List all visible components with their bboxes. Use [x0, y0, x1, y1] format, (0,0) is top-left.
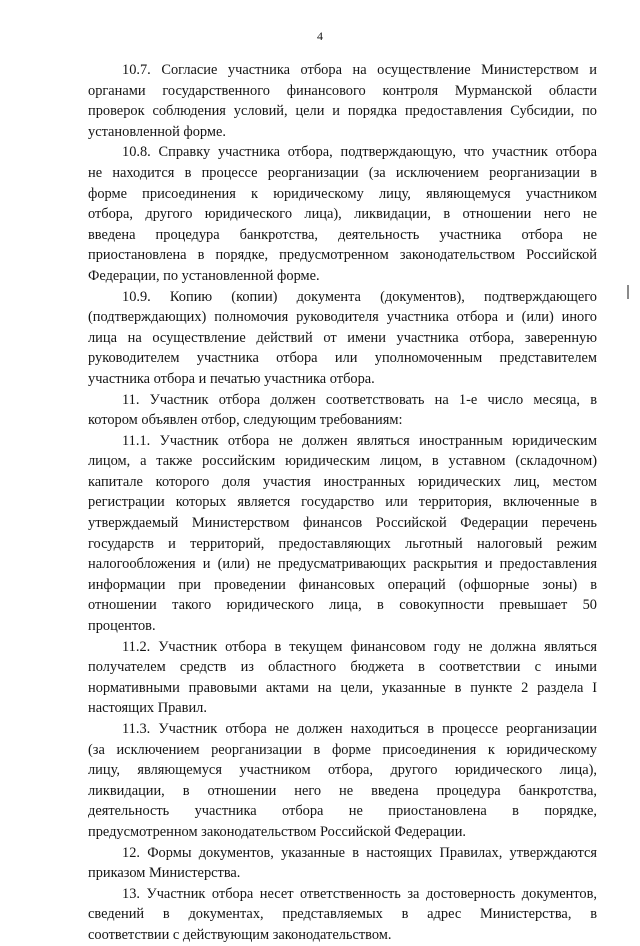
- text-line: настоящих Правил.: [88, 700, 207, 717]
- text-line: участника отбора и печатью участника отбора.: [88, 370, 375, 387]
- text-line: 10.7. Согласие участника отбора на осуществление Министерством и: [122, 62, 597, 78]
- text-line: утверждаемый Министерством финансов Российской Федерации перечень: [88, 515, 597, 532]
- paragraph: [88, 287, 597, 390]
- text-line: руководителем участника отбора или уполномоченным представителем: [88, 350, 597, 367]
- text-line: 11.2. Участник отбора в текущем финансовом году не должна являться: [122, 638, 597, 655]
- text-line: установленной форме.: [88, 123, 226, 140]
- text-line: форме присоединения к юридическому лицу, являющемуся участником: [88, 185, 597, 202]
- paragraph: [88, 142, 597, 286]
- text-line: предусмотренном законодательством Российской Федерации.: [88, 823, 467, 840]
- text-line: 11. Участник отбора должен соответствовать на 1-е число месяца, в: [122, 391, 597, 408]
- text-line: налогообложения и (или) не предусматривающих раскрытия и предоставления: [88, 556, 597, 573]
- text-line: процентов.: [88, 618, 156, 635]
- text-line: лица на осуществление действий от имени участника отбора, заверенную: [88, 329, 597, 346]
- text-line: приостановлена в порядке, предусмотренном законодательством Российской: [88, 247, 597, 264]
- paragraph: [88, 431, 597, 637]
- text-line: котором объявлен отбор, следующим требованиям:: [88, 412, 403, 429]
- scan-mark: [627, 285, 629, 299]
- text-line: лицом, а также российским юридическим лицом, в уставном (складочном): [88, 453, 597, 470]
- text-line: 11.3. Участник отбора не должен находиться в процессе реорганизации: [122, 721, 597, 737]
- text-line: лицу, являющемуся участником отбора, другого юридического лица),: [88, 762, 597, 779]
- text-line: Федерации, по установленной форме.: [88, 267, 320, 284]
- text-line: регистрации которых является государство или территория, включенные в: [88, 494, 597, 511]
- text-line: введена процедура банкротства, деятельность участника отбора не: [88, 226, 597, 243]
- text-line: соответствии с действующим законодательством.: [88, 926, 392, 943]
- paragraph: [88, 390, 597, 431]
- page-number: 4: [317, 29, 323, 43]
- text-line: проверок соблюдения условий, цели и порядка предоставления Субсидии, по: [88, 103, 597, 120]
- paragraph: [88, 884, 597, 946]
- paragraph: [88, 719, 597, 843]
- text-line: (подтверждающих) полномочия руководителя участника отбора и (или) иного: [88, 309, 597, 326]
- text-line: 10.8. Справку участника отбора, подтверждающую, что участник отбора: [122, 144, 597, 161]
- text-line: отношении такого юридического лица, в совокупности превышает 50: [88, 597, 597, 614]
- text-line: капитале которого доля участия иностранных юридических лиц, местом: [88, 473, 597, 490]
- paragraph: [88, 843, 597, 884]
- text-line: (за исключением реорганизации в форме присоединения к юридическому: [88, 741, 597, 758]
- text-line: сведений в документах, представляемых в адрес Министерства, в: [88, 906, 597, 923]
- text-line: 13. Участник отбора несет ответственность за достоверность документов,: [122, 885, 597, 902]
- text-line: отбора, другого юридического лица), ликвидации, в отношении него не: [88, 206, 597, 223]
- text-line: деятельность участника отбора не приостановлена в порядке,: [88, 803, 597, 820]
- paragraph: [88, 637, 597, 719]
- document-body: [88, 60, 597, 946]
- text-line: приказом Министерства.: [88, 865, 241, 882]
- text-line: информации при проведении финансовых операций (офшорные зоны) в: [88, 576, 597, 593]
- text-line: ликвидации, в отношении него не введена процедура банкротства,: [88, 782, 597, 799]
- text-line: 11.1. Участник отбора не должен являться иностранным юридическим: [122, 432, 597, 449]
- text-line: нормативными правовыми актами на цели, указанные в пункте 2 раздела I: [88, 679, 597, 696]
- text-line: 10.9. Копию (копии) документа (документов), подтверждающего: [122, 288, 597, 305]
- text-line: получателем средств из областного бюджета в соответствии с иными: [88, 659, 597, 676]
- text-line: 12. Формы документов, указанные в настоящих Правилах, утверждаются: [122, 844, 597, 861]
- paragraph: [88, 60, 597, 142]
- text-line: государств и территорий, предоставляющих льготный налоговый режим: [88, 535, 597, 552]
- text-line: не находится в процессе реорганизации (за исключением реорганизации в: [88, 164, 597, 181]
- text-line: органами государственного финансового контроля Мурманской области: [88, 82, 597, 99]
